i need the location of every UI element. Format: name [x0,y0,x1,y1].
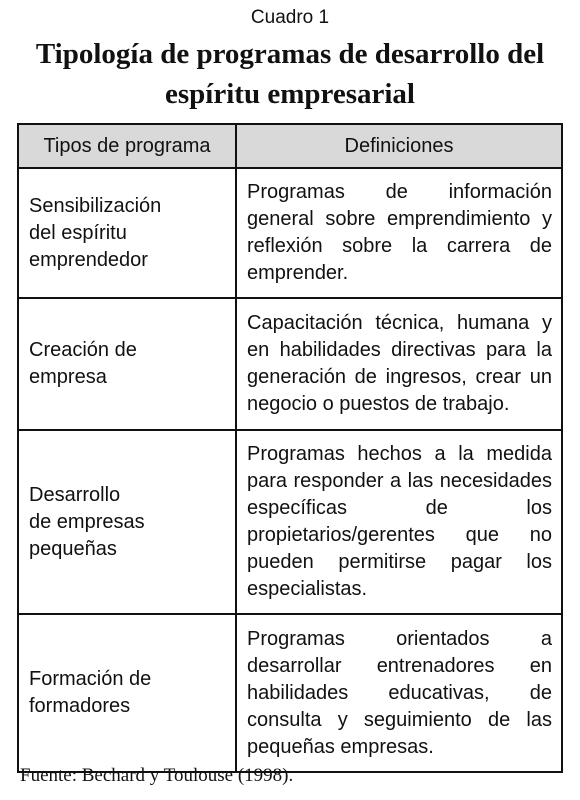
definition-cell: Programas de información general sobre emprendimiento y reflexión sobre la carrera de emprender. [236,168,562,298]
program-type-line: formadores [29,695,131,717]
program-type-line: del espíritu [29,221,127,244]
definition-cell: Programas hechos a la medida para responder a las necesidades específicas de los propietarios/gerentes que no pueden permitirse pagar los especialistas. [236,430,562,614]
table-row [18,430,562,614]
definition-cell: Programas orientados a desarrollar entrenadores en habilidades educativas, de consulta y seguimiento de las pequeñas empresas. [236,614,562,772]
program-type-cell [18,430,236,614]
table-row [18,614,562,772]
header-program-types: Tipos de programa [18,124,236,168]
table-row [18,168,562,298]
table-title-line-2: espíritu empresarial [165,78,415,110]
table-title-line-1: Tipología de programas de desarrollo del [35,38,545,70]
program-type-line: empresa [29,366,107,388]
program-type-line: Formación de [29,668,152,690]
program-type-cell [18,298,236,430]
source-note: Fuente: Bechard y Toulouse (1998). [20,765,294,786]
header-definitions: Definiciones [236,124,562,168]
table-caption: Cuadro 1 [250,7,330,28]
program-type-line: Desarrollo [29,483,121,506]
program-type-line: emprendedor [29,248,148,271]
program-type-line: Sensibilización [29,194,162,217]
definition-cell: Capacitación técnica, humana y en habilidades directivas para la generación de ingresos, crear un negocio o puestos de trabajo. [236,298,562,430]
program-type-cell [18,168,236,298]
program-typology-table [17,123,563,773]
program-type-line: de empresas [29,510,145,533]
program-type-line: pequeñas [29,537,117,560]
table-title [20,34,560,114]
program-type-line: Creación de [29,339,137,361]
table-header-row [18,124,562,168]
program-type-cell [18,614,236,772]
table-row [18,298,562,430]
